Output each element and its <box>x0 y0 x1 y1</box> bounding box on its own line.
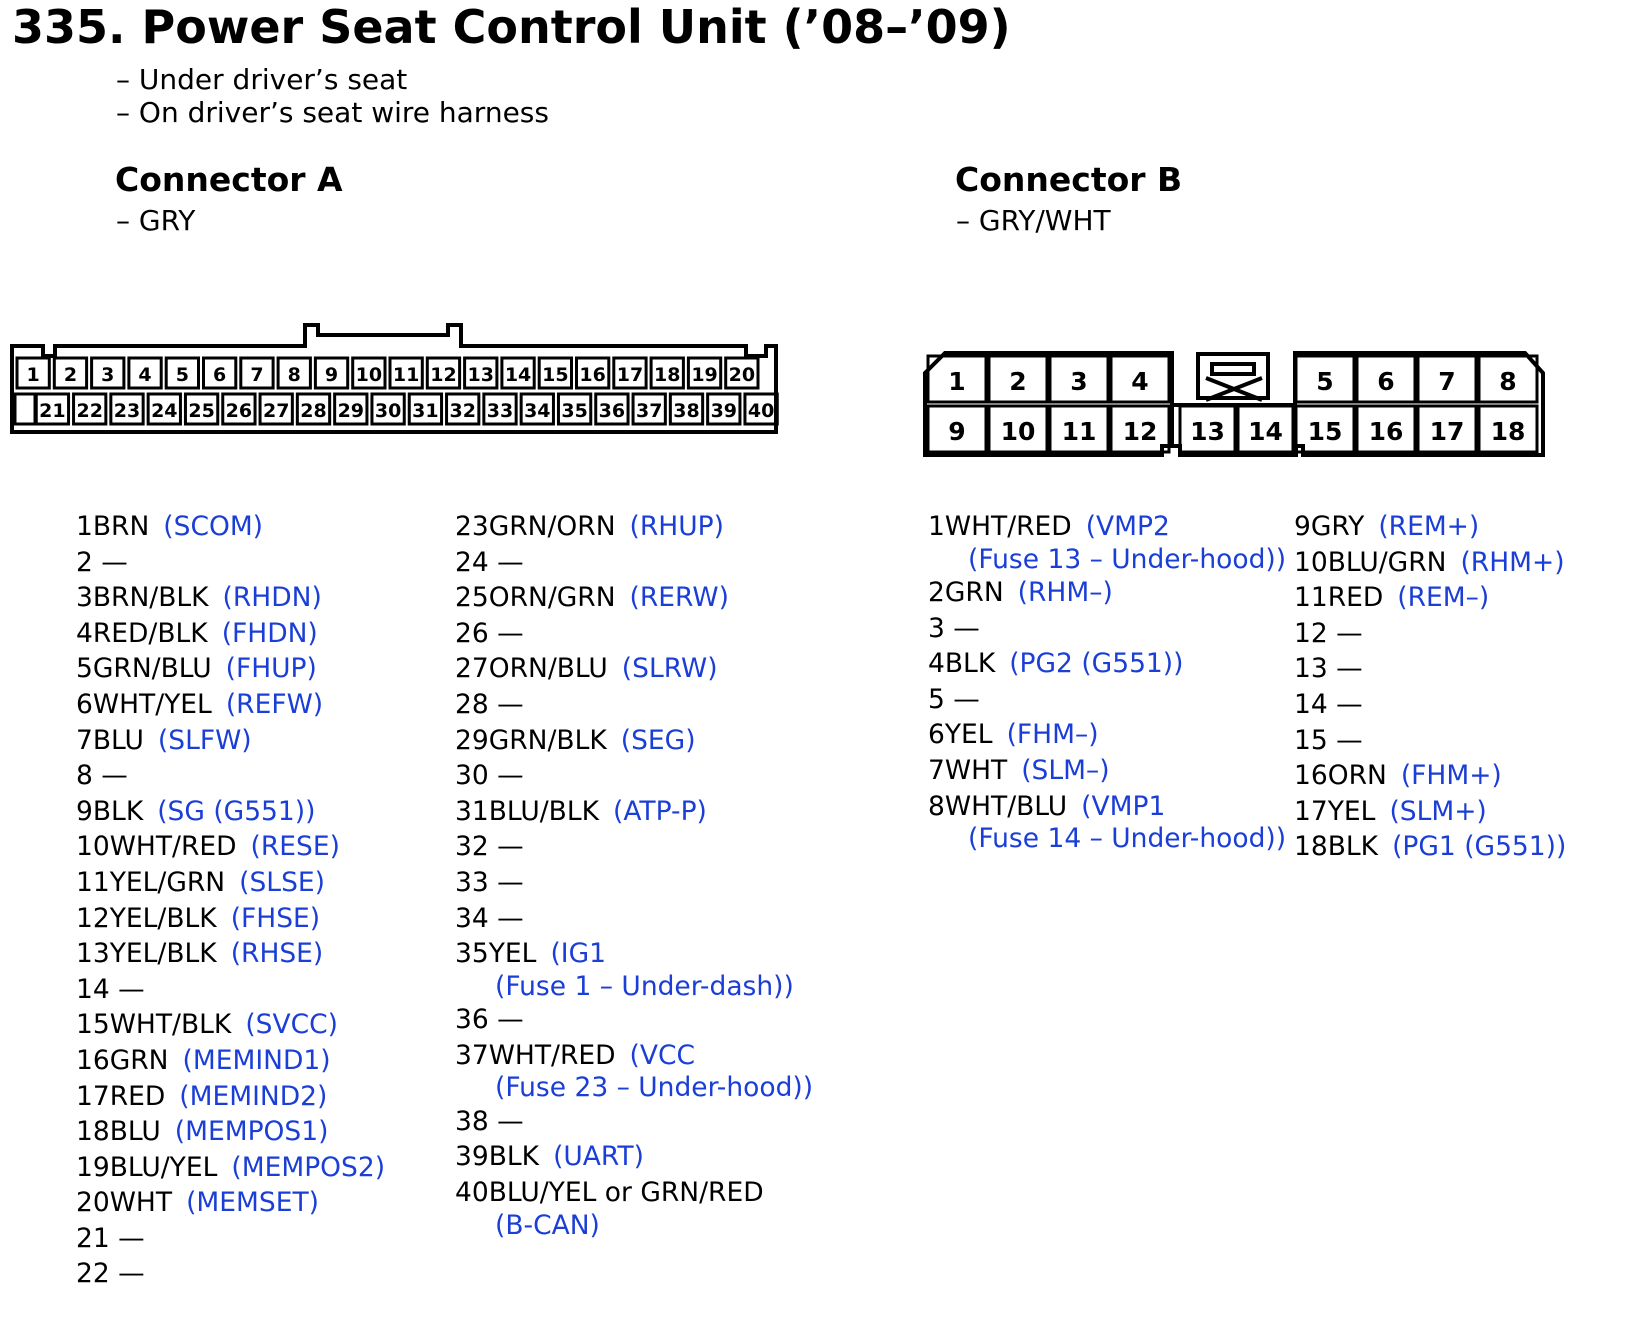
pin-wire-color: — <box>488 546 524 578</box>
pin-row <box>1294 758 1566 794</box>
pin-signal-note: (Fuse 13 – Under-hood)) <box>968 543 1287 575</box>
pin-signal: (SLFW) <box>157 724 252 756</box>
connector-a-cavity-label: 3 <box>101 364 115 386</box>
pin-number: 39 <box>455 1141 489 1173</box>
pin-row <box>76 1150 385 1186</box>
connector-a-cavity-label: 28 <box>300 400 327 422</box>
connector-a-cavity-label: 24 <box>151 400 178 422</box>
pin-signal: (RESE) <box>250 831 340 863</box>
pin-number: 15 <box>76 1009 110 1041</box>
connector-a-cavity-label: 16 <box>579 364 606 386</box>
connector-b-cavity-label: 17 <box>1429 417 1465 446</box>
pin-number: 21 <box>76 1222 110 1254</box>
connector-a-cavity-label: 2 <box>63 364 78 386</box>
pin-number: 16 <box>1294 760 1328 792</box>
pin-row <box>1294 794 1566 830</box>
connector-a-cavity-label: 33 <box>486 400 514 422</box>
connector-a-cavity-label: 32 <box>449 400 476 422</box>
pin-row <box>455 794 813 830</box>
connector-a-cavity-label: 30 <box>374 400 402 422</box>
pin-row <box>455 829 813 865</box>
pin-row <box>928 789 1286 855</box>
pin-wire-color: — <box>1327 724 1363 756</box>
pin-number: 13 <box>1294 653 1328 685</box>
pin-number: 25 <box>455 582 489 614</box>
connector-a-cavity-label: 1 <box>26 364 40 386</box>
connector-a-cavity-label: 9 <box>324 364 339 386</box>
pin-row <box>76 1256 385 1292</box>
pin-row <box>76 1043 385 1079</box>
pin-row <box>455 758 813 794</box>
connector-a-cavity-label: 10 <box>355 364 383 386</box>
connector-b-cavity-label: 8 <box>1499 367 1517 396</box>
connector-a-cavity-label: 18 <box>654 364 681 386</box>
pin-wire-color: ORN <box>1327 760 1387 792</box>
pin-signal: (SEG) <box>620 724 696 756</box>
pin-row <box>455 509 813 545</box>
connector-b-cavity-label: 10 <box>1000 417 1036 446</box>
pin-number: 5 <box>928 683 945 715</box>
pin-number: 7 <box>76 724 93 756</box>
connector-b-cavity-label: 1 <box>948 367 966 396</box>
pin-number: 17 <box>1294 795 1328 827</box>
pin-signal: (MEMPOS1) <box>174 1116 329 1148</box>
pin-number: 38 <box>455 1105 489 1137</box>
pin-row <box>1294 829 1566 865</box>
connector-a-cavity-label: 22 <box>76 400 103 422</box>
connector-b-cavity-label: 6 <box>1377 367 1395 396</box>
pin-number: 37 <box>455 1039 489 1071</box>
pin-wire-color: YEL/BLK <box>109 938 217 970</box>
pin-row <box>1294 616 1566 652</box>
pin-number: 36 <box>455 1004 489 1036</box>
connector-b-diagram <box>0 0 1600 470</box>
pin-signal: (FHSE) <box>230 902 321 934</box>
pin-number: 31 <box>455 795 489 827</box>
pin-row <box>76 687 385 723</box>
pin-number: 3 <box>76 582 93 614</box>
pin-signal: (FHDN) <box>221 617 318 649</box>
pin-row <box>928 682 1286 718</box>
pin-wire-color: — <box>488 688 524 720</box>
pin-wire-color: BLU <box>109 1116 161 1148</box>
pin-row <box>455 1002 813 1038</box>
pin-signal: (SLRW) <box>621 653 718 685</box>
pin-wire-color: — <box>1327 653 1363 685</box>
pin-row <box>76 829 385 865</box>
pin-signal: (SLM+) <box>1389 795 1487 827</box>
pin-number: 4 <box>76 617 93 649</box>
pin-signal: (PG1 (G551)) <box>1392 831 1567 863</box>
pin-row <box>928 753 1286 789</box>
pin-wire-color: — <box>944 612 980 644</box>
pin-row <box>455 723 813 759</box>
pin-number: 2 <box>928 577 945 608</box>
pin-row <box>1294 580 1566 616</box>
pin-signal: (RHM+) <box>1460 546 1565 578</box>
location-note-1: – Under driver’s seat <box>116 63 408 96</box>
pin-wire-color: — <box>92 760 128 792</box>
pin-wire-color: BLU/GRN <box>1327 546 1447 578</box>
pin-row <box>76 758 385 794</box>
pin-number: 4 <box>928 648 945 680</box>
pin-number: 26 <box>455 617 489 649</box>
pin-number: 18 <box>76 1116 110 1148</box>
pin-number: 9 <box>76 795 93 827</box>
connector-a-cavity-label: 21 <box>39 400 66 422</box>
pin-signal-note: (Fuse 23 – Under-hood)) <box>495 1072 814 1104</box>
pin-signal: (ATP-P) <box>613 795 707 827</box>
connector-b-cavity-label: 4 <box>1131 367 1149 396</box>
connector-b-pin-list-col2 <box>1294 509 1566 865</box>
pin-number: 33 <box>455 866 489 898</box>
pin-row <box>76 794 385 830</box>
pin-row <box>1294 545 1566 581</box>
pin-row <box>76 936 385 972</box>
connector-b-pin-list-col1 <box>928 509 1286 855</box>
pin-number: 16 <box>76 1044 110 1076</box>
pin-wire-color: GRN/ORN <box>488 511 616 542</box>
pin-wire-color: GRN/BLU <box>92 653 212 685</box>
pin-number: 6 <box>76 688 93 720</box>
connector-b-cavity-label: 15 <box>1307 417 1343 446</box>
pin-number: 28 <box>455 688 489 720</box>
connector-a-cavity-label: 5 <box>175 364 189 386</box>
connector-b-cavity-label: 5 <box>1316 367 1334 396</box>
pin-number: 10 <box>1294 546 1328 578</box>
connector-b-cavity-label: 18 <box>1490 417 1526 446</box>
pin-number: 35 <box>455 938 489 970</box>
pin-signal: (SG (G551)) <box>157 795 316 827</box>
connector-b-cavity-label: 11 <box>1061 417 1097 446</box>
pin-wire-color: — <box>92 546 128 578</box>
pin-signal: (RHUP) <box>629 511 724 542</box>
connector-a-cavity-label: 35 <box>561 400 588 422</box>
connector-a-cavity-label: 7 <box>250 364 264 386</box>
pin-wire-color: — <box>488 1004 524 1036</box>
pin-wire-color: WHT/RED <box>488 1039 616 1071</box>
pin-wire-color: BLU <box>92 724 144 756</box>
pin-wire-color: YEL <box>944 719 993 751</box>
pin-number: 20 <box>76 1187 110 1219</box>
pin-number: 40 <box>455 1176 489 1208</box>
connector-b-cavity-label: 12 <box>1122 417 1158 446</box>
pin-number: 11 <box>76 866 110 898</box>
pin-wire-color: GRY <box>1310 511 1365 542</box>
connector-b-cavity-label: 3 <box>1070 367 1088 396</box>
connector-a-cavity-label: 12 <box>430 364 457 386</box>
pin-wire-color: WHT <box>944 754 1008 786</box>
pin-wire-color: YEL/BLK <box>109 902 217 934</box>
pin-signal: (RHM–) <box>1017 577 1113 608</box>
pin-signal: (IG1 <box>550 938 606 970</box>
pin-wire-color: — <box>488 1105 524 1137</box>
pin-wire-color: WHT/RED <box>944 511 1072 542</box>
connector-a-cavity-label: 36 <box>598 400 626 422</box>
connector-b-cavity-label: 7 <box>1438 367 1456 396</box>
pin-row <box>1294 651 1566 687</box>
pin-row <box>76 1079 385 1115</box>
connector-a-cavity-label: 20 <box>728 364 756 386</box>
pin-number: 19 <box>76 1151 110 1183</box>
connector-a-pin-list-col1 <box>76 509 385 1292</box>
pin-row <box>455 901 813 937</box>
pin-wire-color: BLK <box>92 795 144 827</box>
pin-number: 12 <box>76 902 110 934</box>
pin-wire-color: RED <box>1327 582 1384 614</box>
connector-a-cavity-label: 40 <box>747 400 775 422</box>
pin-signal: (FHUP) <box>225 653 317 685</box>
connector-a-cavity-label: 11 <box>392 364 420 386</box>
pin-row <box>76 651 385 687</box>
connector-a-cavity-label: 15 <box>542 364 569 386</box>
pin-row <box>76 1007 385 1043</box>
pin-number: 24 <box>455 546 489 578</box>
pin-row <box>76 1185 385 1221</box>
pin-wire-color: — <box>1327 688 1363 720</box>
connector-a-cavity-label: 25 <box>188 400 215 422</box>
pin-number: 29 <box>455 724 489 756</box>
pin-wire-color: WHT/RED <box>109 831 237 863</box>
pin-row <box>1294 723 1566 759</box>
pin-number: 8 <box>928 790 945 822</box>
pin-row <box>455 616 813 652</box>
pin-signal-note: (B-CAN) <box>495 1209 600 1241</box>
pin-row <box>1294 509 1566 545</box>
pin-number: 30 <box>455 760 489 792</box>
pin-signal: (RHDN) <box>222 582 322 614</box>
pin-wire-color: — <box>488 760 524 792</box>
connector-a-cavity-label: 23 <box>113 400 141 422</box>
pin-signal: (VMP2 <box>1085 511 1170 542</box>
pin-wire-color: — <box>1327 617 1363 649</box>
connector-a-cavity-label: 37 <box>635 400 663 422</box>
connector-b-title: Connector B <box>955 160 1183 199</box>
pin-wire-color: YEL/GRN <box>109 866 226 898</box>
pin-wire-color: — <box>488 617 524 649</box>
pin-signal: (MEMPOS2) <box>231 1151 386 1183</box>
connector-b-cavity-label: 9 <box>948 417 966 446</box>
pin-row <box>928 611 1286 647</box>
connector-a-cavity-label: 27 <box>262 400 290 422</box>
pin-number: 8 <box>76 760 93 792</box>
pin-row <box>455 687 813 723</box>
pin-row <box>76 1221 385 1257</box>
pin-number: 15 <box>1294 724 1328 756</box>
connector-a-cavity-label: 29 <box>337 400 365 422</box>
connector-a-color: – GRY <box>116 204 196 237</box>
pin-wire-color: BLU/YEL <box>109 1151 218 1183</box>
pin-wire-color: — <box>488 831 524 863</box>
pin-number: 5 <box>76 653 93 685</box>
pin-number: 2 <box>76 546 93 578</box>
pin-row <box>928 575 1286 611</box>
pin-signal: (REM+) <box>1378 511 1480 542</box>
pin-signal: (PG2 (G551)) <box>1009 648 1184 680</box>
pin-signal: (VCC <box>629 1039 696 1071</box>
pin-signal-note: (Fuse 14 – Under-hood)) <box>968 823 1287 855</box>
pin-wire-color: — <box>109 1258 145 1290</box>
pin-row <box>76 901 385 937</box>
connector-a-cavity-label: 6 <box>213 364 227 386</box>
pin-wire-color: BLK <box>944 648 996 680</box>
pin-row <box>76 723 385 759</box>
pin-wire-color: GRN <box>109 1044 169 1076</box>
pin-signal-note: (Fuse 1 – Under-dash)) <box>495 970 794 1002</box>
pin-wire-color: WHT/YEL <box>92 688 212 720</box>
pin-number: 10 <box>76 831 110 863</box>
pin-row <box>455 1104 813 1140</box>
pin-signal: (SLM–) <box>1021 754 1110 786</box>
pin-number: 34 <box>455 902 489 934</box>
connector-b-cavity-label: 14 <box>1248 417 1283 446</box>
pin-wire-color: GRN/BLK <box>488 724 607 756</box>
pin-wire-color: — <box>488 902 524 934</box>
connector-a-cavity-label: 38 <box>673 400 700 422</box>
pin-wire-color: BLU/YEL or GRN/RED <box>488 1176 764 1208</box>
pin-number: 13 <box>76 938 110 970</box>
pin-wire-color: BLK <box>1327 831 1379 863</box>
pin-signal: (RHSE) <box>230 938 324 970</box>
pin-signal: (SCOM) <box>163 511 264 542</box>
pin-row <box>455 651 813 687</box>
pin-wire-color: — <box>109 973 145 1005</box>
pin-row <box>76 545 385 581</box>
pin-number: 6 <box>928 719 945 751</box>
pin-number: 1 <box>76 511 93 542</box>
pin-row <box>76 972 385 1008</box>
connector-a-cavity-label: 14 <box>504 364 532 386</box>
pin-number: 1 <box>928 511 945 542</box>
pin-number: 32 <box>455 831 489 863</box>
pin-wire-color: BRN <box>92 511 150 542</box>
pin-number: 3 <box>928 612 945 644</box>
pin-signal: (MEMSET) <box>186 1187 319 1219</box>
pin-wire-color: BLK <box>488 1141 540 1173</box>
pin-number: 14 <box>76 973 110 1005</box>
pin-signal: (FHM–) <box>1006 719 1099 751</box>
connector-b-cavity-label: 16 <box>1368 417 1404 446</box>
pin-number: 9 <box>1294 511 1311 542</box>
pin-row <box>76 1114 385 1150</box>
connector-a-cavity-label: 19 <box>691 364 718 386</box>
connector-a-title: Connector A <box>115 160 343 199</box>
pin-signal: (RERW) <box>629 582 729 614</box>
pin-number: 11 <box>1294 582 1328 614</box>
connector-a-cavity-label: 17 <box>616 364 644 386</box>
pin-signal: (VMP1 <box>1081 790 1166 822</box>
pin-number: 7 <box>928 754 945 786</box>
pin-wire-color: BRN/BLK <box>92 582 209 614</box>
pin-signal: (MEMIND2) <box>179 1080 328 1112</box>
pin-number: 17 <box>76 1080 110 1112</box>
pin-wire-color: ORN/BLU <box>488 653 608 685</box>
pin-row <box>928 509 1286 575</box>
pin-row <box>928 717 1286 753</box>
pin-wire-color: — <box>944 683 980 715</box>
pin-wire-color: BLU/BLK <box>488 795 600 827</box>
connector-a-cavity-label: 13 <box>467 364 494 386</box>
pin-wire-color: RED/BLK <box>92 617 208 649</box>
connector-b-cavity-label: 2 <box>1009 367 1027 396</box>
connector-b-color: – GRY/WHT <box>956 204 1111 237</box>
pin-signal: (FHM+) <box>1400 760 1502 792</box>
pin-number: 23 <box>455 511 489 542</box>
pin-wire-color: GRN <box>944 577 1004 608</box>
pin-wire-color: ORN/GRN <box>488 582 616 614</box>
pin-wire-color: WHT/BLU <box>944 790 1068 822</box>
connector-a-cavity-label: 26 <box>225 400 253 422</box>
pin-row <box>928 646 1286 682</box>
pin-wire-color: WHT <box>109 1187 173 1219</box>
pin-signal: (SVCC) <box>245 1009 338 1041</box>
pin-row <box>76 616 385 652</box>
pin-wire-color: RED <box>109 1080 166 1112</box>
pin-row <box>455 1175 813 1241</box>
pin-number: 12 <box>1294 617 1328 649</box>
pin-number: 27 <box>455 653 489 685</box>
location-note-2: – On driver’s seat wire harness <box>116 96 549 129</box>
pin-row <box>455 1139 813 1175</box>
pin-signal: (REFW) <box>225 688 324 720</box>
connector-a-cavity-label: 8 <box>287 364 301 386</box>
pin-row <box>1294 687 1566 723</box>
pin-row <box>76 580 385 616</box>
pin-signal: (REM–) <box>1397 582 1490 614</box>
pin-number: 22 <box>76 1258 110 1290</box>
connector-a-pin-list-col2 <box>455 509 813 1241</box>
pin-wire-color: — <box>109 1222 145 1254</box>
pin-row <box>455 545 813 581</box>
page-title: 335. Power Seat Control Unit (’08–’09) <box>12 0 1011 54</box>
connector-a-cavity-label: 39 <box>710 400 738 422</box>
pin-signal: (MEMIND1) <box>182 1044 331 1076</box>
pin-signal: (UART) <box>553 1141 644 1173</box>
pin-wire-color: YEL <box>488 938 537 970</box>
pin-number: 14 <box>1294 688 1328 720</box>
pin-row <box>76 865 385 901</box>
pin-wire-color: WHT/BLK <box>109 1009 232 1041</box>
pin-signal: (SLSE) <box>239 866 325 898</box>
pin-number: 18 <box>1294 831 1328 863</box>
connector-a-cavity-label: 34 <box>524 400 551 422</box>
pin-row <box>455 936 813 1002</box>
pin-wire-color: — <box>488 866 524 898</box>
connector-a-cavity-label: 31 <box>412 400 439 422</box>
pin-row <box>76 509 385 545</box>
pin-row <box>455 865 813 901</box>
pin-row <box>455 1038 813 1104</box>
pin-wire-color: YEL <box>1327 795 1376 827</box>
pin-row <box>455 580 813 616</box>
connector-a-cavity-label: 4 <box>138 364 152 386</box>
connector-b-cavity-label: 13 <box>1190 417 1225 446</box>
